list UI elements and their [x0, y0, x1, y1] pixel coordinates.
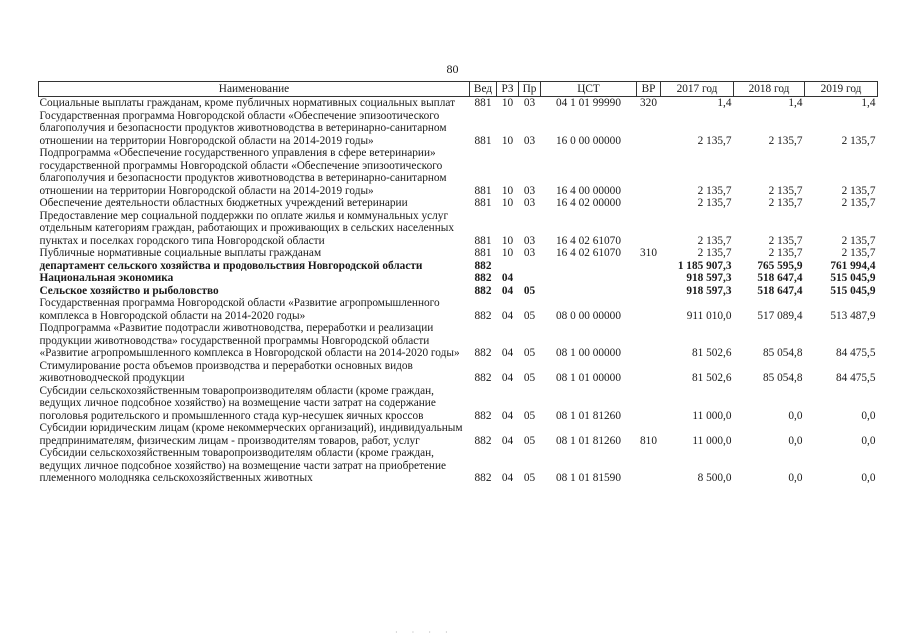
cell-rz: 04: [501, 272, 514, 284]
cell-y2017: 8 500,0: [697, 472, 732, 484]
cell-ved: 882: [474, 409, 492, 422]
header-2018: 2018 год: [734, 82, 805, 97]
cell-ved: 882: [474, 309, 492, 322]
table-row: [39, 272, 878, 285]
table-body: [39, 97, 878, 485]
cell-y2017: 2 135,7: [697, 197, 732, 209]
cell-cst: 16 4 02 61070: [556, 247, 621, 259]
cell-vr: [637, 272, 661, 285]
header-2017: 2017 год: [661, 82, 734, 97]
cell-y2017: 1,4: [717, 97, 732, 109]
cell-y2019: 515 045,9: [830, 284, 876, 297]
cell-name: Обеспечение деятельности областных бюджетных учреждений ветеринарии: [39, 197, 408, 209]
table-header: [39, 82, 878, 97]
cell-y2018: 0,0: [788, 409, 803, 422]
cell-name: Национальная экономика: [39, 272, 174, 284]
cell-rz: 04: [501, 434, 514, 447]
cell-rz: 10: [501, 197, 514, 209]
cell-pr: 05: [523, 472, 536, 484]
cell-name: Подпрограмма «Обеспечение государственного управления в сфере ветеринарии» государственной программы Новгородской области «Обеспечение эпизоотического благополучия и безопасности продуктов животноводства в ветеринарно-санитарном отношении на территории Новгородской области на 2014-2019 годы»: [39, 147, 447, 197]
cell-rz: 04: [501, 309, 514, 322]
cell-y2019: 761 994,4: [830, 259, 876, 272]
cell-pr: 03: [523, 234, 536, 247]
cell-y2017: 918 597,3: [686, 284, 732, 297]
cell-name: Публичные нормативные социальные выплаты гражданам: [39, 247, 322, 259]
cell-rz: 04: [501, 409, 514, 422]
cell-y2019: 2 135,7: [841, 197, 876, 209]
cell-ved: 881: [474, 184, 492, 197]
cell-vr: [637, 385, 661, 423]
cell-vr: [637, 447, 661, 485]
cell-vr: [637, 297, 661, 322]
table-row: [39, 422, 878, 447]
cell-y2019: 84 475,5: [835, 347, 876, 359]
cell-ved: 881: [474, 97, 492, 109]
cell-ved: 881: [474, 134, 492, 147]
cell-pr: 05: [523, 309, 536, 322]
cell-pr: 03: [523, 134, 536, 147]
cell-rz: 04: [501, 372, 514, 384]
table-row: [39, 147, 878, 197]
header-cst: ЦСТ: [541, 82, 637, 97]
cell-y2018: 85 054,8: [762, 372, 803, 384]
cell-y2019: 0,0: [861, 472, 876, 484]
cell-vr: [637, 285, 661, 298]
cell-y2018: 2 135,7: [768, 234, 803, 247]
cell-ved: 881: [474, 247, 492, 259]
cell-pr: 05: [523, 434, 536, 447]
table-row: [39, 322, 878, 360]
cell-y2017: 11 000,0: [692, 409, 732, 422]
cell-y2018: 1,4: [788, 97, 803, 109]
cell-cst: 08 1 01 81260: [556, 434, 621, 447]
cell-y2017: 2 135,7: [697, 234, 732, 247]
header-row: [39, 82, 878, 97]
cell-y2018: 2 135,7: [768, 134, 803, 147]
cell-y2018: 518 647,4: [757, 272, 803, 284]
cell-vr: 320: [640, 97, 657, 109]
cell-y2017: 2 135,7: [697, 134, 732, 147]
header-2019: 2019 год: [805, 82, 878, 97]
table-row: [39, 385, 878, 423]
cell-cst: 08 1 00 00000: [556, 347, 621, 359]
header-pr: Пр: [519, 82, 541, 97]
cell-rz: 10: [501, 234, 514, 247]
cell-y2019: 513 487,9: [830, 309, 876, 322]
cell-y2019: 515 045,9: [830, 272, 876, 284]
header-name: Наименование: [39, 82, 470, 97]
cell-cst: [541, 260, 637, 273]
cell-cst: 08 1 01 00000: [556, 372, 621, 384]
cell-cst: 16 4 02 00000: [556, 197, 621, 209]
cell-name: Сельское хозяйство и рыболовство: [39, 284, 219, 297]
cell-vr: [637, 360, 661, 385]
cell-name: Государственная программа Новгородской области «Обеспечение эпизоотического благополучия и безопасности продуктов животноводства в ветеринарно-санитарном отношении на территории Новгородской области на 2014-2019 годы»: [39, 109, 447, 147]
cell-rz: [497, 260, 519, 273]
cell-rz: 10: [501, 184, 514, 197]
table-row: [39, 285, 878, 298]
table-row: [39, 97, 878, 110]
cell-ved: 881: [474, 234, 492, 247]
cell-vr: [637, 147, 661, 197]
cell-ved: 882: [474, 472, 492, 484]
scan-artifact-marks: · · · ·: [395, 628, 454, 637]
cell-pr: 05: [523, 409, 536, 422]
table-row: [39, 260, 878, 273]
cell-pr: 05: [523, 347, 536, 359]
cell-y2017: 911 010,0: [686, 309, 732, 322]
cell-vr: [637, 322, 661, 360]
cell-y2018: 518 647,4: [757, 284, 803, 297]
header-vr: ВР: [637, 82, 661, 97]
table-row: [39, 360, 878, 385]
cell-y2018: 85 054,8: [762, 347, 803, 359]
cell-vr: [637, 110, 661, 148]
cell-name: Субсидии сельскохозяйственным товаропроизводителям области (кроме граждан, ведущих личное подсобное хозяйство) на возмещение части затрат на содержание поголовья родительского и промышленного стада кур-несушек яичных кроссов: [39, 384, 436, 422]
cell-cst: 16 4 00 00000: [556, 184, 621, 197]
cell-vr: [637, 210, 661, 248]
table-row: [39, 197, 878, 210]
cell-y2018: 0,0: [788, 434, 803, 447]
cell-y2019: 0,0: [861, 409, 876, 422]
cell-y2017: 2 135,7: [697, 247, 732, 259]
cell-y2017: 918 597,3: [686, 272, 732, 284]
cell-y2018: 2 135,7: [768, 197, 803, 209]
cell-name: Стимулирование роста объемов производства и переработки основных видов животноводческой продукции: [39, 359, 413, 384]
cell-cst: 16 4 02 61070: [556, 234, 621, 247]
header-rz: РЗ: [497, 82, 519, 97]
cell-pr: 03: [523, 247, 536, 259]
cell-ved: 881: [474, 197, 492, 209]
budget-table-container: [38, 81, 877, 485]
table-row: [39, 247, 878, 260]
cell-y2018: 517 089,4: [757, 309, 803, 322]
table-row: [39, 297, 878, 322]
cell-cst: 08 0 00 00000: [556, 309, 621, 322]
cell-y2019: 2 135,7: [841, 134, 876, 147]
cell-cst: [541, 272, 637, 285]
cell-ved: 882: [474, 284, 492, 297]
cell-y2017: 81 502,6: [691, 347, 732, 359]
cell-pr: 03: [523, 97, 536, 109]
cell-y2019: 2 135,7: [841, 234, 876, 247]
cell-y2019: 1,4: [861, 97, 876, 109]
cell-cst: 04 1 01 99990: [556, 97, 621, 109]
cell-name: Субсидии сельскохозяйственным товаропроизводителям области (кроме граждан, ведущих личное подсобное хозяйство) на возмещение части затрат на приобретение племенного молодняка сельскохозяйственных животных: [39, 447, 447, 484]
cell-y2019: 2 135,7: [841, 184, 876, 197]
cell-ved: 882: [474, 372, 492, 384]
cell-y2017: 1 185 907,3: [677, 259, 732, 272]
cell-pr: [519, 272, 541, 285]
cell-vr: [637, 197, 661, 210]
page-number: 80: [446, 62, 459, 76]
cell-y2019: 2 135,7: [841, 247, 876, 259]
cell-y2017: 2 135,7: [697, 184, 732, 197]
cell-cst: 08 1 01 81590: [556, 472, 621, 484]
header-ved: Вед: [470, 82, 497, 97]
cell-ved: 882: [474, 272, 492, 284]
cell-rz: 04: [501, 284, 514, 297]
cell-cst: [541, 285, 637, 298]
cell-pr: 03: [523, 197, 536, 209]
cell-y2017: 81 502,6: [691, 372, 732, 384]
cell-y2018: 2 135,7: [768, 184, 803, 197]
cell-y2018: 2 135,7: [768, 247, 803, 259]
cell-name: Подпрограмма «Развитие подотрасли животноводства, переработки и реализации продукции животноводства» государственной программы Новгородской области «Развитие агропромышленного комплекса в Новгородской области на 2014-2020 годы»: [39, 322, 460, 359]
cell-cst: 16 0 00 00000: [556, 134, 621, 147]
budget-table: [38, 81, 878, 485]
cell-rz: 10: [501, 247, 514, 259]
cell-rz: 10: [501, 134, 514, 147]
cell-ved: 882: [474, 434, 492, 447]
cell-pr: [519, 260, 541, 273]
table-row: [39, 447, 878, 485]
cell-name: департамент сельского хозяйства и продовольствия Новгородской области: [39, 259, 423, 272]
table-row: [39, 110, 878, 148]
cell-pr: 05: [523, 284, 536, 297]
cell-vr: [637, 260, 661, 273]
cell-ved: 882: [474, 347, 492, 359]
cell-ved: 882: [474, 259, 492, 272]
cell-name: Предоставление мер социальной поддержки по оплате жилья и коммунальных услуг отдельным категориям граждан, работающих и проживающих в сельских населенных пунктах и поселках городского типа Новгородской области: [39, 209, 454, 247]
cell-vr: 810: [640, 434, 657, 447]
cell-name: Социальные выплаты гражданам, кроме публичных нормативных социальных выплат: [39, 97, 456, 109]
cell-rz: 04: [501, 472, 514, 484]
cell-y2018: 0,0: [788, 472, 803, 484]
cell-vr: 310: [640, 247, 657, 259]
cell-y2019: 0,0: [861, 434, 876, 447]
cell-y2017: 11 000,0: [692, 434, 732, 447]
cell-y2018: 765 595,9: [757, 259, 803, 272]
cell-rz: 04: [501, 347, 514, 359]
cell-y2019: 84 475,5: [835, 372, 876, 384]
cell-name: Субсидии юридическим лицам (кроме некоммерческих организаций), индивидуальным предпринимателям, физическим лицам - производителям товаров, работ, услуг: [39, 422, 463, 447]
cell-pr: 05: [523, 372, 536, 384]
cell-cst: 08 1 01 81260: [556, 409, 621, 422]
table-row: [39, 210, 878, 248]
cell-pr: 03: [523, 184, 536, 197]
cell-rz: 10: [501, 97, 514, 109]
cell-name: Государственная программа Новгородской области «Развитие агропромышленного комплекса в Новгородской области на 2014-2020 годы»: [39, 297, 440, 322]
